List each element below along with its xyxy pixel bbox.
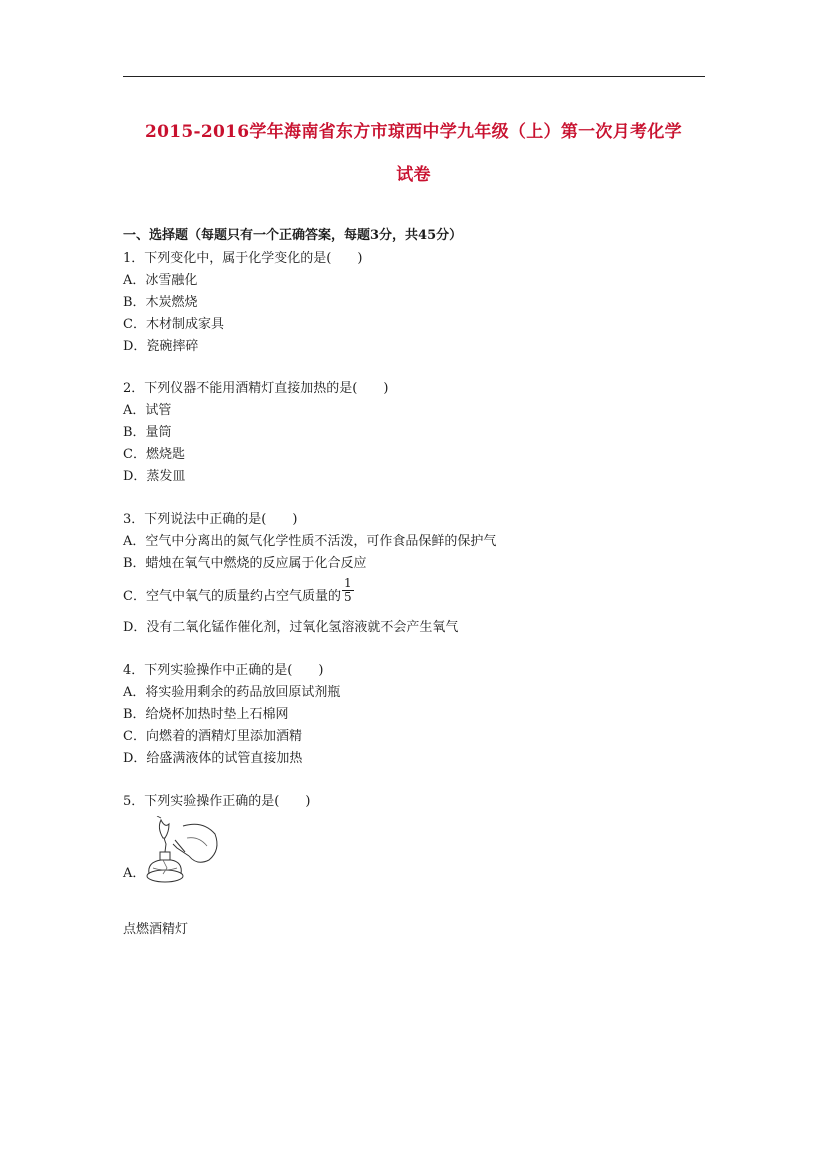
fraction-one-fifth (342, 577, 354, 604)
question-4-option-d: D．给盛满液体的试管直接加热 (123, 751, 303, 766)
question-5-option-a: A． (123, 866, 146, 881)
question-3-option-b: B．蜡烛在氧气中燃烧的反应属于化合反应 (123, 556, 367, 571)
question-1-option-b: B．木炭燃烧 (123, 295, 198, 310)
question-2-option-a: A．试管 (123, 403, 172, 418)
question-1-option-c: C．木材制成家具 (123, 317, 224, 332)
question-3-option-c (123, 576, 354, 610)
question-1-option-a: A．冰雪融化 (123, 273, 198, 288)
fraction-denominator: 5 (343, 590, 352, 604)
question-3-option-a: A．空气中分离出的氮气化学性质不活泼，可作食品保鲜的保护气 (123, 534, 497, 549)
section-heading: 一、选择题（每题只有一个正确答案，每题3分，共45分） (123, 228, 463, 243)
page-title: 2015-2016学年海南省东方市琼西中学九年级（上）第一次月考化学 (145, 122, 682, 142)
page-title-continued: 试卷 (396, 165, 431, 185)
question-3-option-c-text: C．空气中氧气的质量约占空气质量的 (123, 589, 341, 604)
question-1-option-d: D．瓷碗摔碎 (123, 339, 199, 354)
question-2-option-d: D．蒸发皿 (123, 469, 186, 484)
fraction-numerator: 1 (343, 576, 352, 590)
header-rule (123, 76, 705, 77)
question-2-option-c: C．燃烧匙 (123, 447, 185, 462)
alcohol-lamp-lighting-illustration (143, 816, 223, 886)
question-2-stem: 2．下列仪器不能用酒精灯直接加热的是( ) (123, 381, 389, 396)
question-4-stem: 4．下列实验操作中正确的是( ) (123, 663, 324, 678)
question-5-stem: 5．下列实验操作正确的是( ) (123, 794, 311, 809)
question-2-option-b: B．量筒 (123, 425, 172, 440)
question-3-option-d: D．没有二氧化锰作催化剂，过氧化氢溶液就不会产生氧气 (123, 620, 459, 635)
question-4-option-b: B．给烧杯加热时垫上石棉网 (123, 707, 289, 722)
question-5-option-a-caption: 点燃酒精灯 (123, 922, 189, 937)
question-4-option-c: C．向燃着的酒精灯里添加酒精 (123, 729, 302, 744)
question-4-option-a: A．将实验用剩余的药品放回原试剂瓶 (123, 685, 341, 700)
question-3-stem: 3．下列说法中正确的是( ) (123, 512, 298, 527)
question-1-stem: 1．下列变化中，属于化学变化的是( ) (123, 251, 363, 266)
